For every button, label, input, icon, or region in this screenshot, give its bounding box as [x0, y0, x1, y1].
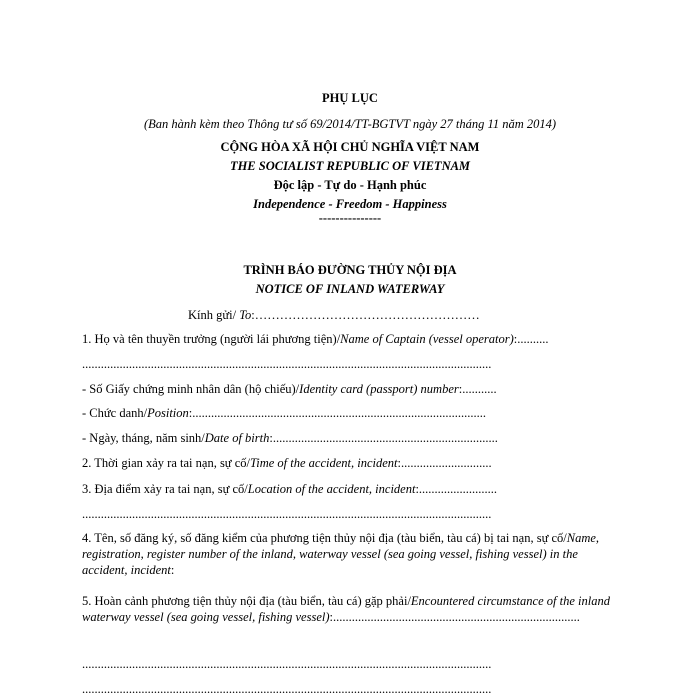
field-accident-time [82, 455, 492, 471]
motto-en: Independence - Freedom - Happiness [253, 197, 447, 211]
fill-dots-line: ................................................................................................................................... [82, 357, 492, 371]
fill-dots: :.............................................................................................. [188, 406, 487, 420]
issued-by-note: (Ban hành kèm theo Thông tư số 69/2014/TT-BGTVT ngày 27 tháng 11 năm 2014) [143, 117, 557, 131]
recipient-dots: :……………………………………………… [251, 308, 480, 322]
field-label-vi: - Chức danh/ [82, 406, 148, 420]
field-encountered-circumstance [82, 593, 610, 625]
field-label-vi: 5. Hoàn cảnh phương tiện thủy nội địa (tàu biển, tàu cá) gặp phải/ [82, 594, 411, 608]
field-label-vi: 4. Tên, số đăng ký, số đăng kiểm của phương tiện thủy nội địa (tàu biển, tàu cá) bị tai nạn, sự cố/ [82, 531, 567, 545]
field-label-vi: - Ngày, tháng, năm sinh/ [82, 431, 205, 445]
country-name-vi: CỘNG HÒA XÃ HỘI CHỦ NGHĨA VIỆT NAM [220, 140, 480, 154]
motto-vi: Độc lập - Tự do - Hạnh phúc [273, 178, 427, 192]
field-label-en: Identity card (passport) number [299, 382, 459, 396]
field-label-en: Date of birth [204, 431, 270, 445]
field-label-en: Position [147, 406, 189, 420]
field-label-en: Time of the accident, incident [249, 456, 398, 470]
appendix-title: PHỤ LỤC [322, 91, 378, 105]
field-date-of-birth [82, 430, 498, 446]
field-captain-name [82, 331, 549, 347]
field-label-en: Name of Captain (vessel operator) [340, 332, 514, 346]
field-id-number [82, 381, 497, 397]
fill-dots: :........... [458, 382, 497, 396]
fill-dots: :........................................................................ [269, 431, 498, 445]
fill-dots: :.......... [513, 332, 549, 346]
fill-dots: : [170, 563, 175, 577]
field-position [82, 405, 486, 421]
country-name-en: THE SOCIALIST REPUBLIC OF VIETNAM [229, 159, 471, 173]
field-vessel-details [82, 530, 610, 578]
recipient-label-en: To [239, 308, 252, 322]
field-label-vi: 3. Địa điểm xảy ra tai nạn, sự cố/ [82, 482, 248, 496]
field-accident-location [82, 481, 497, 497]
field-label-en: Location of the accident, incident [247, 482, 416, 496]
notice-title-en: NOTICE OF INLAND WATERWAY [255, 282, 445, 296]
fill-dots-line: ................................................................................................................................... [82, 682, 492, 696]
field-label-vi: 2. Thời gian xảy ra tai nạn, sự cố/ [82, 456, 250, 470]
header-divider: --------------- [318, 211, 382, 225]
field-label-vi: - Số Giấy chứng minh nhân dân (hộ chiếu)/ [82, 382, 300, 396]
field-label-en: Encountered circumstance of the inland waterway vessel (sea going vessel, fishing vessel) [82, 594, 610, 624]
fill-dots-line: ................................................................................................................................... [82, 507, 492, 521]
field-label-en: Name, registration, register number of the inland, waterway vessel (sea going vessel, fishing vessel) in the accident, incident [82, 531, 600, 577]
recipient-line [188, 307, 480, 323]
fill-dots: :......................... [415, 482, 498, 496]
fill-dots-line: ................................................................................................................................... [82, 657, 492, 671]
fill-dots: :............................. [397, 456, 492, 470]
recipient-label-vi: Kính gửi/ [188, 308, 240, 322]
fill-dots: :............................................................................... [329, 610, 580, 624]
field-label-vi: 1. Họ và tên thuyền trưởng (người lái phương tiện)/ [82, 332, 341, 346]
notice-title-vi: TRÌNH BÁO ĐƯỜNG THỦY NỘI ĐỊA [243, 263, 457, 277]
